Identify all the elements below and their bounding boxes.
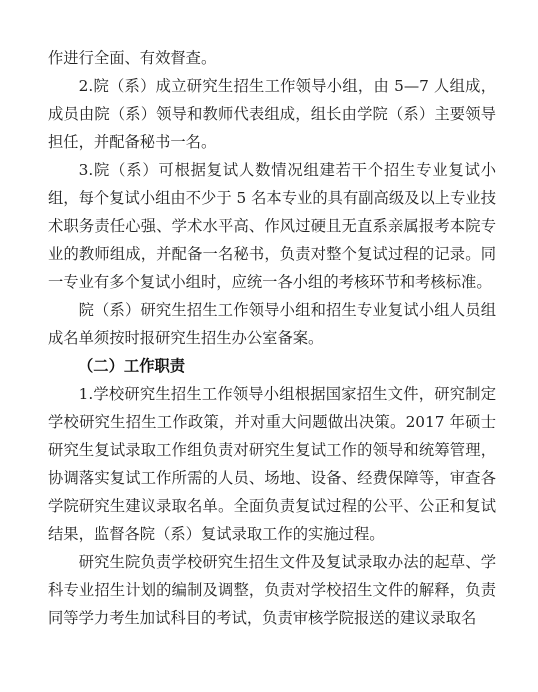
- paragraph-duty-1: 1.学校研究生招生工作领导小组根据国家招生文件，研究制定学校研究生招生工作政策，并对重大问题做出决策。2017 年硕士研究生复试录取工作组负责对研究生复试工作的领导和统筹管理，协调落实复试工作所需的人员、场地、设备、经费保障等，审查各学院研究生建议录取名单。全面负责复试过程的公平、公正和复试结果，监督各院（系）复试录取工作的实施过程。: [48, 385, 496, 543]
- paragraph-graduate-school: 研究生院负责学校研究生招生文件及复试录取办法的起草、学科专业招生计划的编制及调整，负责对学校招生文件的解释，负责同等学力考生加试科目的考试，负责审核学院报送的建议录取名: [48, 553, 496, 627]
- paragraph-filing-note: 院（系）研究生招生工作领导小组和招生专业复试小组人员组成名单须按时报研究生招生办公室备案。: [48, 301, 496, 347]
- paragraph-item-2: 2.院（系）成立研究生招生工作领导小组，由 5—7 人组成，成员由院（系）领导和教师代表组成，组长由学院（系）主要领导担任，并配备秘书一名。: [48, 77, 496, 151]
- paragraph-item-3: 3.院（系）可根据复试人数情况组建若干个招生专业复试小组，每个复试小组由不少于 5 名本专业的具有副高级及以上专业技术职务责任心强、学术水平高、作风过硬且无直系亲属报考本院专业的教师组成，并配备一名秘书，负责对整个复试过程的记录。同一专业有多个复试小组时，应统一各小组的考核环节和考核标准。: [48, 161, 496, 291]
- paragraph-continued: 作进行全面、有效督查。: [48, 49, 217, 67]
- section-heading: （二）工作职责: [78, 357, 186, 375]
- document-body: [48, 44, 496, 632]
